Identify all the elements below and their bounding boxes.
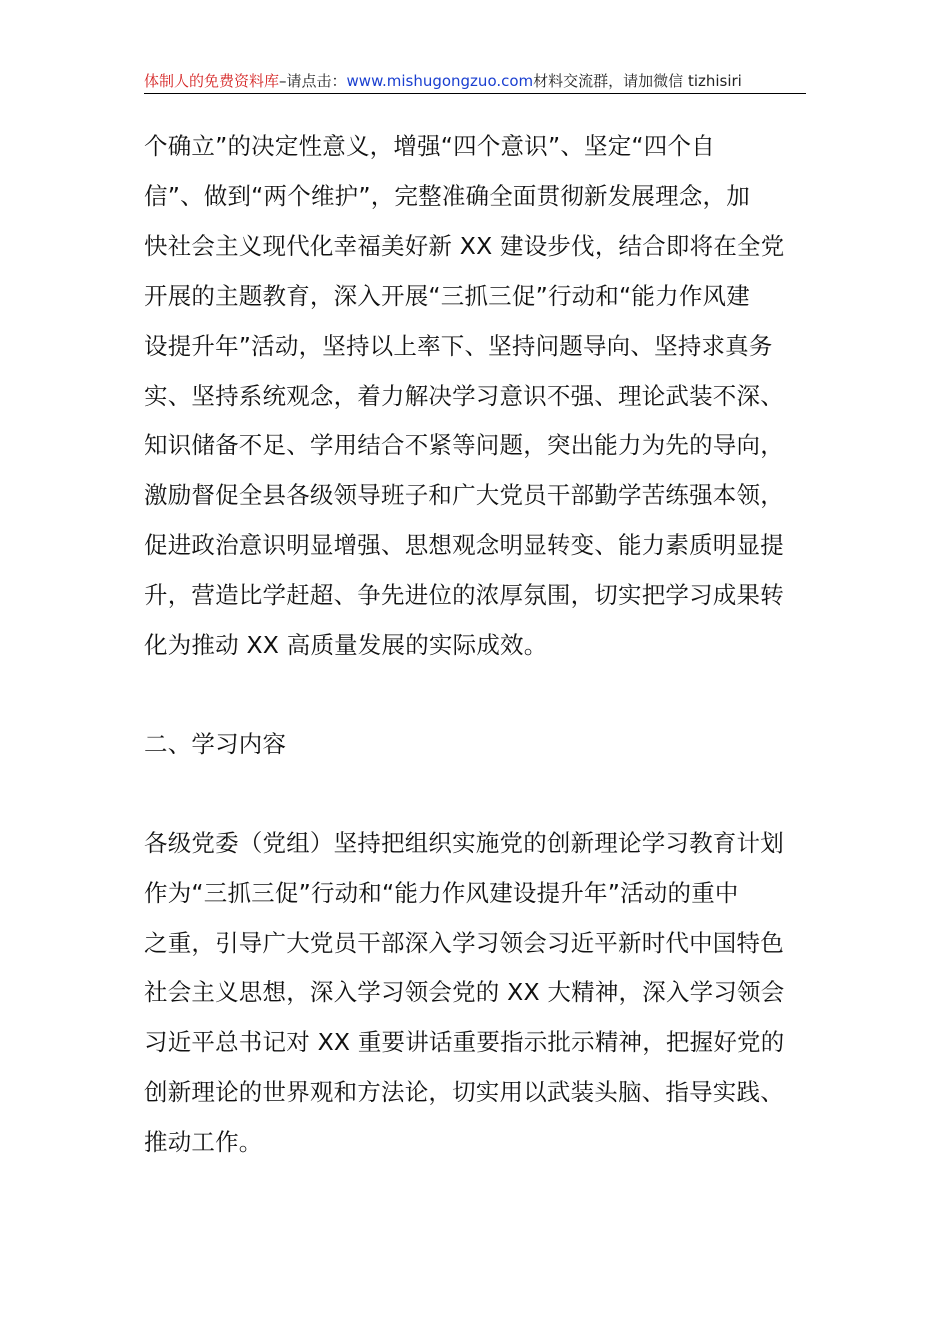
paragraph-line: 创新理论的世界观和方法论，切实用以武装头脑、指导实践、 <box>144 1078 784 1106</box>
header-brand: 体制人的免费资料库 <box>144 72 280 90</box>
paragraph-line: 激励督促全县各级领导班子和广大党员干部勤学苦练强本领， <box>144 481 784 509</box>
paragraph-line: 实、坚持系统观念，着力解决学习意识不强、理论武装不深、 <box>144 382 784 410</box>
header-divider <box>144 93 806 94</box>
paragraph-line: 快社会主义现代化幸福美好新 XX 建设步伐，结合即将在全党 <box>144 232 785 260</box>
paragraph-line: 之重，引导广大党员干部深入学习领会习近平新时代中国特色 <box>144 929 784 957</box>
paragraph-line: 信”、做到“两个维护”，完整准确全面贯彻新发展理念，加 <box>144 182 750 210</box>
paragraph-line: 社会主义思想，深入学习领会党的 XX 大精神，深入学习领会 <box>144 978 785 1006</box>
paragraph-line: 习近平总书记对 XX 重要讲话重要指示批示精神，把握好党的 <box>144 1028 785 1056</box>
paragraph-line: 各级党委（党组）坚持把组织实施党的创新理论学习教育计划 <box>144 829 784 857</box>
paragraph-line: 作为“三抓三促”行动和“能力作风建设提升年”活动的重中 <box>144 879 739 907</box>
header-site-link[interactable]: www.mishugongzuo.com <box>346 72 534 90</box>
paragraph-line: 开展的主题教育，深入开展“三抓三促”行动和“能力作风建 <box>144 282 750 310</box>
paragraph-line: 化为推动 XX 高质量发展的实际成效。 <box>144 631 548 659</box>
paragraph-line: 升，营造比学赶超、争先进位的浓厚氛围，切实把学习成果转 <box>144 581 784 609</box>
page-header <box>144 68 806 94</box>
paragraph-line: 促进政治意识明显增强、思想观念明显转变、能力素质明显提 <box>144 531 784 559</box>
section-heading: 二、学习内容 <box>144 730 287 758</box>
paragraph-line: 个确立”的决定性意义，增强“四个意识”、坚定“四个自 <box>144 132 715 160</box>
paragraph-line: 知识储备不足、学用结合不紧等问题，突出能力为先的导向， <box>144 431 784 459</box>
paragraph-line: 推动工作。 <box>144 1128 263 1156</box>
paragraph-line: 设提升年”活动，坚持以上率下、坚持问题导向、坚持求真务 <box>144 332 773 360</box>
header-prompt: –请点击： <box>279 72 347 90</box>
header-note: 材料交流群，请加微信 tizhisiri <box>533 72 742 90</box>
